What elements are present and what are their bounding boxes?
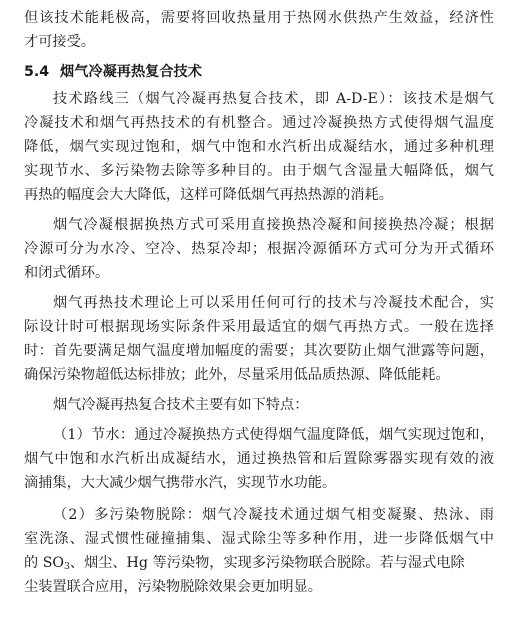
p6-line-3-pre: 的 SO [24,555,65,571]
p5-line-1: （1）节水：通过冷凝换热方式使得烟气温度降低，烟气实现过饱和， [53,427,494,443]
p6-line-3 [24,553,494,573]
p2-line-3: 和闭式循环。 [24,265,110,281]
p2-line-2: 冷源可分为水冷、空冷、热泵冷却；根据冷源循环方式可分为开式循环 [24,241,494,257]
p6-line-4: 尘装置联合应用，污染物脱除效果会更加明显。 [24,579,322,595]
p4-line-1: 烟气冷凝再热复合技术主要有如下特点： [53,397,309,413]
p1-line-5: 再热的幅度会大大降低，这样可降低烟气再热热源的消耗。 [24,187,393,203]
p1-line-1: 技术路线三（烟气冷凝再热复合技术，即 A-D-E）：该技术是烟气 [53,91,494,107]
p6-line-3-post: 、烟尘、Hg 等污染物，实现多污染物联合脱除。若与湿式电除 [69,555,465,571]
so3-subscript: 3 [64,562,70,572]
p1-line-4: 实现节水、多污染物去除等多种目的。由于烟气含湿量大幅降低，烟气 [24,163,494,179]
p6-line-1: （2）多污染物脱除：烟气冷凝技术通过烟气相变凝聚、热泳、雨 [53,507,494,523]
p1-line-3: 降低，烟气实现过饱和，烟气中饱和水汽析出成凝结水，通过多种机理 [24,139,494,155]
p3-line-4: 确保污染物超低达标排放；此外，尽量采用低品质热源、降低能耗。 [24,367,450,383]
p3-line-2: 际设计时可根据现场实际条件采用最适宜的烟气再热方式。一般在选择 [24,319,494,335]
p3-line-1: 烟气再热技术理论上可以采用任何可行的技术与冷凝技术配合，实 [53,295,494,311]
p1-line-2: 冷凝技术和烟气再热技术的有机整合。通过冷凝换热方式使得烟气温度 [24,115,494,131]
intro-line-2: 才可接受。 [24,34,95,50]
p6-line-2: 室洗涤、湿式惯性碰撞捕集、湿式除尘等多种作用，进一步降低烟气中 [24,531,494,547]
p2-line-1: 烟气冷凝根据换热方式可采用直接换热冷凝和间接换热冷凝；根据 [53,217,494,233]
section-heading [24,62,202,82]
intro-line-1: 但该技术能耗极高，需要将回收热量用于热网水供热产生效益，经济性 [24,10,494,26]
section-title: 烟气冷凝再热复合技术 [60,64,202,80]
p3-line-3: 时：首先要满足烟气温度增加幅度的需要；其次要防止烟气泄露等问题， [24,343,494,359]
p5-line-3: 滴捕集，大大减少烟气携带水汽，实现节水功能。 [24,475,337,491]
section-number: 5.4 [24,64,50,80]
p5-line-2: 烟气中饱和水汽析出成凝结水，通过换热管和后置除雾器实现有效的液 [24,451,494,467]
